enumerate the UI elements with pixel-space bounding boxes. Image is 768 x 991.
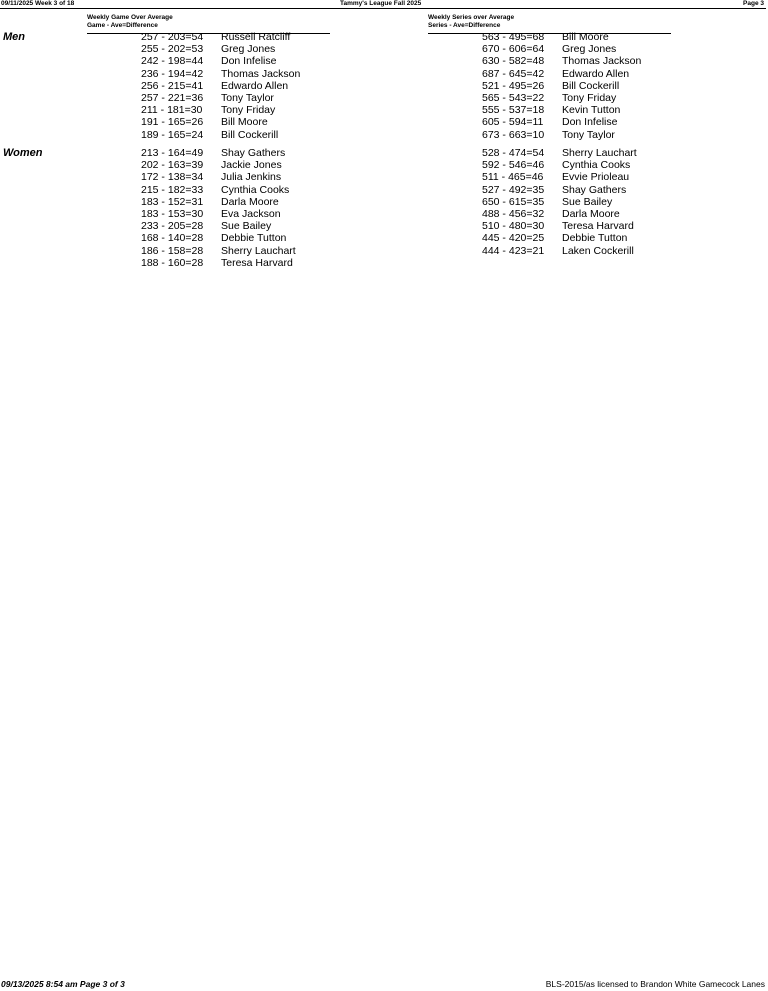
- bowler-name: Greg Jones: [221, 43, 276, 56]
- score-difference: 563 - 495=68: [482, 31, 545, 43]
- bowler-name: Teresa Harvard: [221, 256, 293, 269]
- series-column-subtitle: Series - Ave=Difference: [428, 21, 501, 29]
- bowler-name: Sue Bailey: [221, 220, 272, 233]
- bowler-name: Debbie Tutton: [562, 232, 628, 245]
- bowler-name: Laken Cockerill: [562, 244, 634, 257]
- bowler-name: Don Infelise: [221, 55, 277, 68]
- score-difference: 630 - 582=48: [482, 55, 545, 68]
- score-difference: 521 - 495=26: [482, 79, 545, 92]
- bowler-name: Teresa Harvard: [562, 220, 634, 233]
- bowler-name: Cynthia Cooks: [562, 159, 631, 172]
- series-column-title: Weekly Series over Average: [428, 14, 515, 21]
- bowler-name: Bill Cockerill: [221, 128, 279, 141]
- score-difference: 687 - 645=42: [482, 67, 545, 80]
- bowler-name: Bill Moore: [221, 116, 268, 129]
- score-difference: 445 - 420=25: [482, 232, 545, 245]
- footer-license: BLS-2015/as licensed to Brandon White Gamecock Lanes: [545, 979, 765, 989]
- game-column-title: Weekly Game Over Average: [87, 14, 173, 21]
- score-difference: 488 - 456=32: [482, 207, 545, 220]
- bowler-name: Don Infelise: [562, 116, 618, 129]
- footer-print-info: 09/13/2025 8:54 am Page 3 of 3: [1, 979, 125, 989]
- bowler-name: Kevin Tutton: [562, 104, 621, 117]
- score-difference: 256 - 215=41: [141, 79, 204, 92]
- header-date-week: 09/11/2025 Week 3 of 18: [1, 0, 75, 7]
- score-difference: 211 - 181=30: [141, 104, 203, 117]
- score-difference: 215 - 182=33: [141, 183, 204, 196]
- bowler-name: Evvie Prioleau: [562, 171, 630, 184]
- score-difference: 511 - 465=46: [482, 171, 544, 184]
- score-difference: 650 - 615=35: [482, 195, 545, 208]
- game-column-subtitle: Game - Ave=Difference: [87, 21, 158, 29]
- score-difference: 189 - 165=24: [141, 128, 204, 141]
- bowler-name: Sherry Lauchart: [562, 147, 637, 159]
- series-column-rule: [428, 33, 671, 34]
- women-section-label: Women: [3, 147, 43, 159]
- bowler-name: Eva Jackson: [221, 207, 281, 220]
- score-difference: 257 - 203=54: [141, 31, 204, 43]
- bowler-name: Tony Friday: [221, 104, 276, 117]
- bowler-name: Greg Jones: [562, 43, 617, 56]
- score-difference: 233 - 205=28: [141, 220, 204, 233]
- bowler-name: Bill Cockerill: [562, 79, 620, 92]
- bowler-name: Edwardo Allen: [221, 79, 289, 92]
- bowler-name: Shay Gathers: [562, 183, 627, 196]
- score-difference: 670 - 606=64: [482, 43, 545, 56]
- score-difference: 528 - 474=54: [482, 147, 545, 159]
- bowler-name: Bill Moore: [562, 31, 609, 43]
- bowler-name: Debbie Tutton: [221, 232, 287, 245]
- score-difference: 183 - 153=30: [141, 207, 204, 220]
- series-column-header: [428, 14, 514, 29]
- bowler-name: Edwardo Allen: [562, 67, 630, 80]
- bowler-name: Thomas Jackson: [562, 55, 642, 68]
- score-difference: 186 - 158=28: [141, 244, 204, 257]
- score-difference: 257 - 221=36: [141, 91, 204, 104]
- score-difference: 183 - 152=31: [141, 195, 204, 208]
- bowler-name: Julia Jenkins: [221, 171, 282, 184]
- bowler-name: Shay Gathers: [221, 147, 286, 159]
- bowler-name: Cynthia Cooks: [221, 183, 290, 196]
- score-difference: 592 - 546=46: [482, 159, 545, 172]
- bowler-name: Tony Taylor: [221, 91, 274, 104]
- bowler-name: Darla Moore: [562, 207, 620, 220]
- bowler-name: Thomas Jackson: [221, 67, 301, 80]
- header-league-name: Tammy's League Fall 2025: [340, 0, 422, 7]
- score-difference: 527 - 492=35: [482, 183, 545, 196]
- score-difference: 213 - 164=49: [141, 147, 204, 159]
- score-difference: 202 - 163=39: [141, 159, 204, 172]
- score-difference: 172 - 138=34: [141, 171, 204, 184]
- score-difference: 565 - 543=22: [482, 91, 545, 104]
- bowler-name: Russell Ratcliff: [221, 31, 291, 43]
- bowler-name: Tony Taylor: [562, 128, 615, 141]
- score-difference: 510 - 480=30: [482, 220, 545, 233]
- score-difference: 255 - 202=53: [141, 43, 204, 56]
- score-difference: 191 - 165=26: [141, 116, 204, 129]
- bowler-name: Darla Moore: [221, 195, 279, 208]
- bowler-name: Sherry Lauchart: [221, 244, 296, 257]
- bowler-name: Jackie Jones: [221, 159, 282, 172]
- score-difference: 673 - 663=10: [482, 128, 545, 141]
- score-difference: 236 - 194=42: [141, 67, 204, 80]
- score-difference: 188 - 160=28: [141, 256, 204, 269]
- header-page-number: Page 3: [743, 0, 764, 7]
- report-header: [0, 0, 766, 9]
- score-difference: 242 - 198=44: [141, 55, 204, 68]
- score-difference: 444 - 423=21: [482, 244, 545, 257]
- bowler-name: Sue Bailey: [562, 195, 613, 208]
- game-column-rule: [87, 33, 330, 34]
- score-difference: 605 - 594=11: [482, 116, 544, 129]
- game-column-header: [87, 14, 173, 29]
- men-section-label: Men: [3, 31, 25, 43]
- bowler-name: Tony Friday: [562, 91, 617, 104]
- score-difference: 168 - 140=28: [141, 232, 204, 245]
- score-difference: 555 - 537=18: [482, 104, 545, 117]
